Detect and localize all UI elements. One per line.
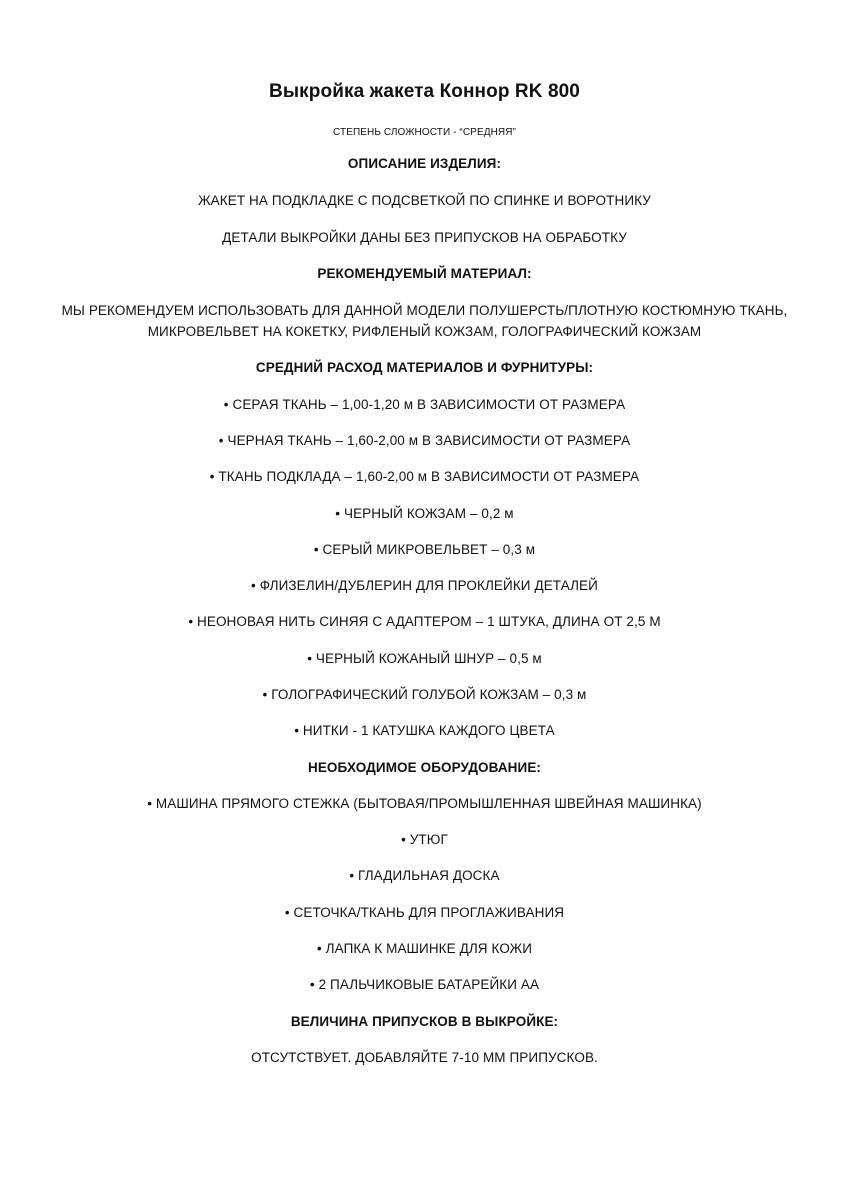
recommended-material-heading: РЕКОМЕНДУЕМЫЙ МАТЕРИАЛ: [317, 266, 532, 281]
equipment-item: • ЛАПКА К МАШИНКЕ ДЛЯ КОЖИ [316, 941, 532, 956]
material-item: • ЧЕРНЫЙ КОЖАНЫЙ ШНУР – 0,5 м [307, 651, 542, 666]
recommended-material-line: МЫ РЕКОМЕНДУЕМ ИСПОЛЬЗОВАТЬ ДЛЯ ДАННОЙ МОДЕЛИ ПОЛУШЕРСТЬ/ПЛОТНУЮ КОСТЮМНУЮ ТКАНЬ, [61, 303, 788, 318]
material-item: • СЕРАЯ ТКАНЬ – 1,00-1,20 м В ЗАВИСИМОСТИ ОТ РАЗМЕРА [223, 397, 626, 412]
material-item: • НИТКИ - 1 КАТУШКА КАЖДОГО ЦВЕТА [294, 723, 555, 738]
description-heading: ОПИСАНИЕ ИЗДЕЛИЯ: [347, 156, 502, 171]
equipment-item: • УТЮГ [401, 832, 448, 847]
material-item: • ЧЕРНАЯ ТКАНЬ – 1,60-2,00 м В ЗАВИСИМОСТИ ОТ РАЗМЕРА [218, 433, 631, 448]
equipment-heading: НЕОБХОДИМОЕ ОБОРУДОВАНИЕ: [307, 760, 542, 775]
material-item: • СЕРЫЙ МИКРОВЕЛЬВЕТ – 0,3 м [313, 542, 536, 557]
seam-allowance-heading: ВЕЛИЧИНА ПРИПУСКОВ В ВЫКРОЙКЕ: [290, 1014, 559, 1029]
material-item: • ФЛИЗЕЛИН/ДУБЛЕРИН ДЛЯ ПРОКЛЕЙКИ ДЕТАЛЕЙ [251, 578, 598, 593]
equipment-item: • СЕТОЧКА/ТКАНЬ ДЛЯ ПРОГЛАЖИВАНИЯ [284, 905, 565, 920]
equipment-item: • МАШИНА ПРЯМОГО СТЕЖКА (БЫТОВАЯ/ПРОМЫШЛЕННАЯ ШВЕЙНАЯ МАШИНКА) [147, 796, 702, 811]
material-item: • ГОЛОГРАФИЧЕСКИЙ ГОЛУБОЙ КОЖЗАМ – 0,3 м [262, 687, 587, 702]
material-item: • ЧЕРНЫЙ КОЖЗАМ – 0,2 м [335, 506, 514, 521]
equipment-item: • ГЛАДИЛЬНАЯ ДОСКА [349, 868, 500, 883]
material-item: • НЕОНОВАЯ НИТЬ СИНЯЯ С АДАПТЕРОМ – 1 ШТУКА, ДЛИНА ОТ 2,5 М [188, 614, 661, 629]
equipment-item: • 2 ПАЛЬЧИКОВЫЕ БАТАРЕЙКИ АА [309, 977, 540, 992]
difficulty-level: СТЕПЕНЬ СЛОЖНОСТИ - “СРЕДНЯЯ” [333, 127, 516, 138]
description-line: ЖАКЕТ НА ПОДКЛАДКЕ С ПОДСВЕТКОЙ ПО СПИНКЕ И ВОРОТНИКУ [198, 193, 651, 208]
materials-heading: СРЕДНИЙ РАСХОД МАТЕРИАЛОВ И ФУРНИТУРЫ: [255, 360, 594, 375]
material-item: • ТКАНЬ ПОДКЛАДА – 1,60-2,00 м В ЗАВИСИМОСТИ ОТ РАЗМЕРА [209, 469, 640, 484]
recommended-material-line: МИКРОВЕЛЬВЕТ НА КОКЕТКУ, РИФЛЕНЫЙ КОЖЗАМ, ГОЛОГРАФИЧЕСКИЙ КОЖЗАМ [147, 324, 702, 339]
seam-allowance-text: ОТСУТСТВУЕТ. ДОБАВЛЯЙТЕ 7-10 ММ ПРИПУСКОВ. [251, 1050, 598, 1065]
page-title: Выкройка жакета Коннор RK 800 [269, 81, 580, 102]
description-line: ДЕТАЛИ ВЫКРОЙКИ ДАНЫ БЕЗ ПРИПУСКОВ НА ОБРАБОТКУ [222, 230, 627, 245]
